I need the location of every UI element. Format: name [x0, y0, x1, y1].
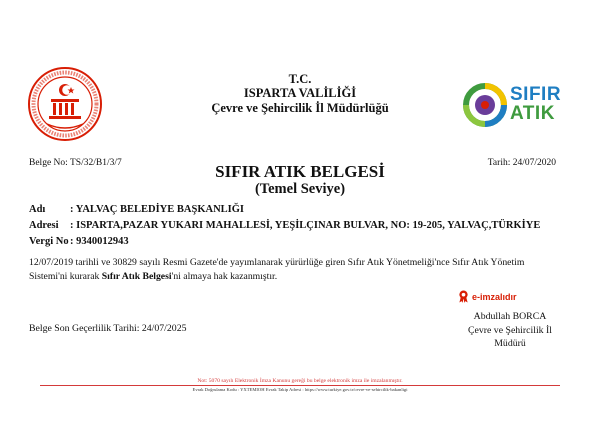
footer-verification: Evrak Doğrulama Kodu : YXTEMIOH Evrak Takip Adresi : https://www.turkiye.gov.tr/cevre-ve-sehircilik-bakanligi: [192, 387, 408, 392]
e-signed-label: e-imzalıdır: [472, 292, 517, 302]
field-name-label: Adı: [29, 204, 46, 215]
document-date: Tarih: 24/07/2020: [487, 158, 556, 168]
field-address-row: [29, 220, 540, 231]
field-taxno-label: Vergi No: [29, 236, 69, 247]
logo-word-sifir: SIFIR: [510, 84, 562, 105]
field-taxno-row: [29, 236, 129, 247]
validity-date: Belge Son Geçerlilik Tarihi: 24/07/2025: [29, 323, 187, 334]
signatory-title-line1: Çevre ve Şehircilik İl: [467, 325, 553, 336]
certificate-level: (Temel Seviye): [254, 181, 346, 197]
footer-esign-note: Not: 5070 sayılı Elektronik İmza Kanunu gereği bu belge elektronik imza ile imzalanmıştır.: [197, 378, 403, 384]
e-signature-badge-icon: [458, 290, 469, 303]
field-name-value: : YALVAÇ BELEDİYE BAŞKANLIĞI: [70, 204, 244, 215]
statement-bold: Sıfır Atık Belgesi: [101, 271, 172, 282]
statement-text-1: 12/07/2019 tarihli ve 30829 sayılı Resmi Gazete'de yayımlanarak yürürlüğe giren Sıfır Atık Yönetmeliği'nce Sıfır Atık Yönetim Sistemi'ni kurarak: [29, 257, 525, 282]
header-directorate: Çevre ve Şehircilik İl Müdürlüğü: [211, 101, 389, 115]
signatory-name: Abdullah BORCA: [473, 311, 547, 322]
field-address-value: : ISPARTA,PAZAR YUKARI MAHALLESİ, YEŞİLÇINAR BULVAR, NO: 19-205, YALVAÇ,TÜRKİYE: [70, 220, 541, 231]
header-governorship: ISPARTA VALİLİĞİ: [243, 86, 357, 100]
logo-word-atik: ATIK: [510, 103, 555, 124]
signatory-title-line2: Müdürü: [494, 338, 526, 349]
document-number: Belge No: TS/32/B1/3/7: [29, 158, 122, 168]
sifir-atik-logo: [463, 83, 563, 127]
field-taxno-value: : 9340012943: [70, 236, 129, 247]
field-address-label: Adresi: [29, 220, 59, 231]
sifir-atik-flower-icon: [463, 83, 507, 127]
statement-text-2: 'ni almaya hak kazanmıştır.: [171, 271, 278, 282]
footer-divider: [40, 385, 560, 386]
certificate-title: SIFIR ATIK BELGESİ: [215, 162, 385, 181]
certificate-statement: [29, 256, 549, 284]
field-name-row: [29, 204, 244, 215]
header-tc: T.C.: [288, 72, 312, 86]
